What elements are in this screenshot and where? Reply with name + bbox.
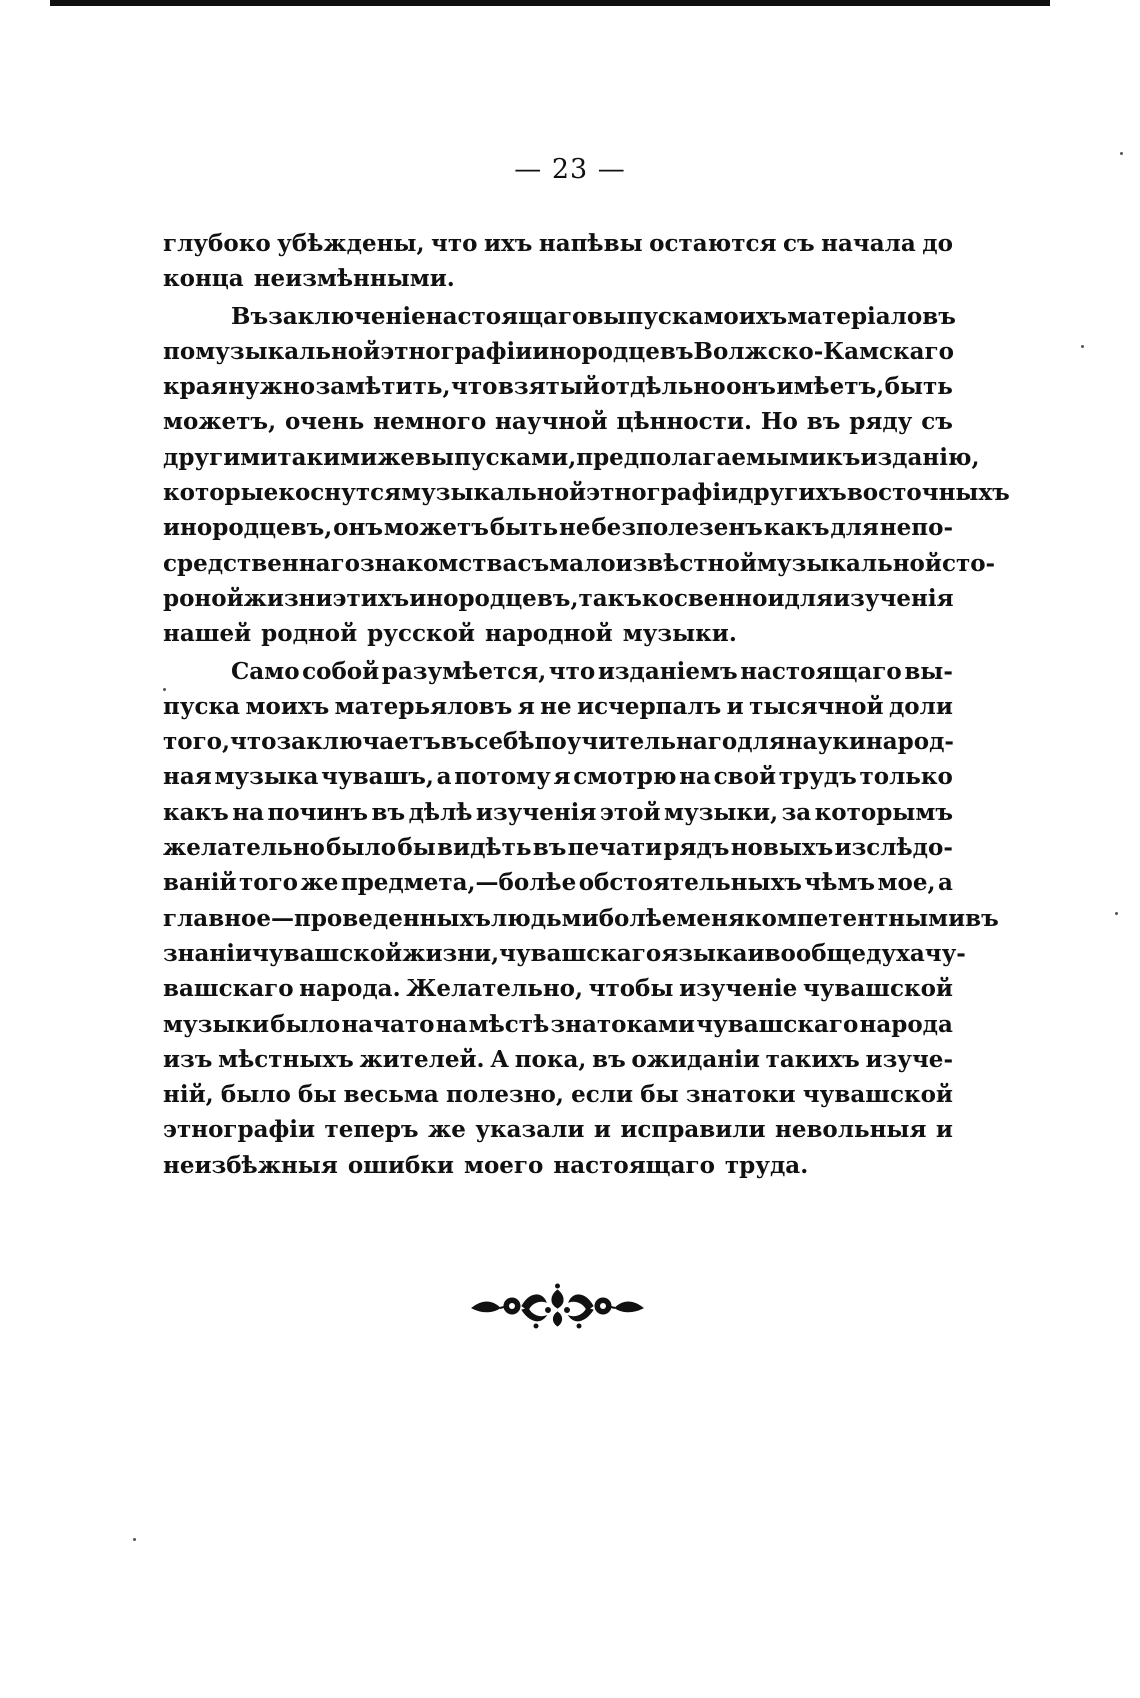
word: въ: [806, 408, 841, 436]
word: въ: [440, 728, 475, 756]
word: изъ: [163, 1045, 213, 1073]
word: въ: [371, 798, 406, 826]
paper-speck: [163, 688, 166, 691]
text-line: [163, 795, 953, 830]
word: этой: [599, 798, 661, 826]
word: языка: [661, 939, 748, 967]
word: только: [859, 763, 953, 791]
word: другихъ: [738, 479, 847, 507]
word: замѣтить,: [315, 373, 451, 401]
word: имѣетъ,: [776, 373, 885, 401]
body-text: [163, 226, 1010, 1183]
text-line: [163, 546, 996, 581]
word: потому: [454, 763, 551, 791]
word: болѣе: [598, 904, 677, 932]
word: я: [553, 763, 571, 791]
word: начала: [821, 230, 916, 257]
word: что: [431, 230, 478, 257]
text-line: [163, 440, 980, 475]
word: не: [540, 692, 572, 720]
word: Само: [231, 657, 300, 685]
word: этнографіи: [163, 1116, 316, 1144]
word: заключаетъ: [276, 728, 441, 756]
text-line: [163, 581, 953, 616]
word: изученія: [475, 798, 597, 826]
word: и: [935, 1116, 953, 1144]
word: новыхъ: [730, 834, 834, 862]
word: за: [781, 798, 812, 826]
word: взятый: [497, 373, 600, 401]
word: неизмѣнными.: [253, 265, 455, 293]
word: Желательно,: [406, 975, 584, 1003]
word: моихъ: [245, 692, 330, 720]
word: же: [377, 443, 416, 471]
word: полезно,: [446, 1081, 564, 1109]
word: труда.: [724, 1151, 809, 1179]
word: вы-: [904, 657, 953, 685]
word: собой: [302, 657, 380, 685]
word: можетъ: [383, 514, 489, 542]
word: выпуска: [587, 302, 704, 330]
word: такими: [277, 443, 378, 471]
word: было: [326, 834, 397, 862]
word: что: [450, 373, 498, 401]
page-number: — 23 —: [514, 154, 626, 185]
word: очень: [284, 408, 365, 436]
text-line: [163, 1007, 953, 1042]
word: невольныя: [774, 1116, 927, 1144]
word: этнографіи: [380, 337, 533, 365]
text-line: [163, 759, 953, 794]
word: знатоками: [550, 1010, 695, 1038]
word: ваній: [163, 869, 237, 897]
word: музыки,: [664, 798, 779, 826]
text-line: [163, 475, 1010, 510]
word: трудъ: [778, 763, 857, 791]
word: Но: [760, 408, 798, 436]
word: народа.: [299, 975, 401, 1003]
word: которымъ: [814, 798, 953, 826]
word: желательно: [163, 834, 325, 862]
word: инородцевъ,: [163, 514, 333, 542]
word: А: [490, 1045, 509, 1073]
word: инородцевъ: [532, 337, 694, 365]
word: знаніи: [163, 939, 253, 967]
word: конца: [163, 265, 244, 293]
word: по: [163, 337, 196, 365]
word: разумѣется,: [381, 657, 547, 685]
text-line: [163, 510, 953, 545]
word: сто-: [941, 549, 996, 577]
word: быть: [884, 373, 953, 401]
word: глубоко: [163, 230, 271, 257]
word: видѣть: [437, 834, 532, 862]
text-line: [163, 1077, 953, 1112]
word: чтобы: [588, 975, 674, 1003]
word: на: [435, 1010, 468, 1038]
word: въ: [532, 834, 567, 862]
word: мое,: [877, 869, 936, 897]
word: музыки: [163, 1010, 270, 1038]
word: предмета,—болѣе: [340, 869, 577, 897]
word: исправили: [620, 1116, 766, 1144]
word: а: [436, 763, 452, 791]
text-line: [163, 724, 953, 759]
word: дѣлѣ: [408, 798, 473, 826]
word: немного: [373, 408, 487, 436]
text-line: [163, 334, 953, 369]
word: на: [232, 798, 264, 826]
word: научной: [495, 408, 608, 436]
text-line: [163, 901, 999, 936]
word: пока,: [514, 1045, 587, 1073]
word: же: [300, 869, 339, 897]
floral-tailpiece-icon: [470, 1282, 645, 1332]
word: вообще: [764, 939, 867, 967]
word: людьми: [490, 904, 599, 932]
word: народа: [859, 1010, 953, 1038]
word: такихъ: [765, 1045, 860, 1073]
text-line: [163, 654, 953, 689]
word: изслѣдо-: [834, 834, 953, 862]
word: вашскаго: [163, 975, 294, 1003]
word: поучительнаго: [534, 728, 738, 756]
word: того,: [163, 728, 231, 756]
word: убѣждены,: [277, 230, 425, 257]
word: быть: [489, 514, 559, 542]
word: выпусками,: [415, 443, 577, 471]
word: предполагаемыми: [576, 443, 827, 471]
word: музыкальной: [756, 549, 942, 577]
word: ряду: [849, 408, 913, 436]
word: обстоятельныхъ: [578, 869, 802, 897]
text-line: [163, 865, 953, 900]
word: заключеніе: [268, 302, 426, 330]
word: настоящаго: [425, 302, 588, 330]
text-line: [163, 1112, 953, 1147]
word: напѣвы: [538, 230, 643, 257]
word: родной: [261, 620, 358, 648]
text-line: [163, 369, 953, 404]
word: себѣ: [474, 728, 535, 756]
word: жителей.: [359, 1045, 485, 1073]
word: меня: [676, 904, 745, 932]
word: моихъ: [703, 302, 788, 330]
word: такъ: [578, 584, 642, 612]
word: чувашской: [802, 1081, 953, 1109]
word: которые: [163, 479, 279, 507]
word: изданію,: [860, 443, 980, 471]
word: весьма: [343, 1081, 439, 1109]
text-line: [163, 936, 966, 971]
word: для: [737, 728, 786, 756]
word: съ: [782, 230, 815, 257]
word: и: [767, 584, 785, 612]
word: этихъ: [332, 584, 410, 612]
word: русской: [367, 620, 475, 648]
word: на: [679, 763, 711, 791]
word: можетъ,: [163, 408, 277, 436]
word: а: [938, 869, 953, 897]
word: и: [593, 1116, 611, 1144]
word: онъ: [333, 514, 383, 542]
word: науки: [785, 728, 866, 756]
word: восточныхъ: [846, 479, 1010, 507]
word: какъ: [163, 798, 229, 826]
word: чу-: [924, 939, 966, 967]
word: главное—проведенныхъ: [163, 904, 491, 932]
word: въ: [592, 1045, 626, 1073]
word: духа: [866, 939, 925, 967]
text-line: [163, 404, 953, 439]
word: бы: [397, 834, 436, 862]
word: цѣнности.: [616, 408, 752, 436]
word: тысячной: [749, 692, 884, 720]
word: что: [230, 728, 277, 756]
word: непо-: [879, 514, 953, 542]
word: настоящаго: [740, 657, 902, 685]
word: смотрю: [573, 763, 677, 791]
word: онъ: [726, 373, 776, 401]
word: бы: [640, 1081, 679, 1109]
word: коснутся: [278, 479, 402, 507]
word: для: [784, 584, 834, 612]
word: съ: [921, 408, 953, 436]
text-line: [163, 1042, 953, 1077]
word: того: [239, 869, 299, 897]
word: жизни: [243, 584, 333, 612]
word: края: [163, 373, 228, 401]
word: съ: [517, 549, 550, 577]
word: печати: [567, 834, 663, 862]
word: другими: [163, 443, 278, 471]
text-line: [163, 261, 953, 296]
word: знатоки: [685, 1081, 796, 1109]
word: отдѣльно: [600, 373, 726, 401]
word: починъ: [267, 798, 368, 826]
word: изученіе: [679, 975, 798, 1003]
word: музыкальной: [195, 337, 381, 365]
word: компетентными: [744, 904, 966, 932]
word: до: [922, 230, 953, 257]
word: мѣстныхъ: [218, 1045, 354, 1073]
paper-speck: [1081, 345, 1084, 348]
word: изученія: [833, 584, 954, 612]
word: роной: [163, 584, 244, 612]
word: Въ: [231, 302, 269, 330]
word: доли: [888, 692, 953, 720]
word: къ: [826, 443, 861, 471]
word: музыка: [214, 763, 319, 791]
word: чувашскаго: [696, 1010, 859, 1038]
word: инородцевъ,: [409, 584, 579, 612]
word: чувашскаго: [499, 939, 662, 967]
word: чѣмъ: [804, 869, 876, 897]
text-line: [163, 226, 953, 261]
word: было: [270, 1010, 341, 1038]
word: неизбѣжныя: [163, 1151, 338, 1179]
word: изданіемъ: [597, 657, 738, 685]
word: малоизвѣстной: [549, 549, 757, 577]
word: же: [428, 1116, 466, 1144]
paper-speck: [1120, 152, 1123, 155]
word: исчерпалъ: [577, 692, 722, 720]
word: если: [571, 1081, 634, 1109]
word: изуче-: [865, 1045, 953, 1073]
word: было: [220, 1081, 291, 1109]
word: Волжско-Камскаго: [693, 337, 954, 365]
word: средственнаго: [163, 549, 360, 577]
word: безполезенъ: [591, 514, 763, 542]
word: чувашъ,: [321, 763, 434, 791]
word: косвенно: [641, 584, 768, 612]
text-line: [163, 299, 956, 334]
word: не: [558, 514, 591, 542]
top-rule: [50, 0, 1050, 6]
word: жизни,: [402, 939, 500, 967]
word: въ: [965, 904, 999, 932]
word: нужно: [228, 373, 316, 401]
word: что: [548, 657, 596, 685]
word: пуска: [163, 692, 241, 720]
word: чувашской: [802, 975, 953, 1003]
text-line: [163, 689, 953, 724]
word: для: [830, 514, 879, 542]
word: народной: [484, 620, 613, 648]
word: я: [517, 692, 535, 720]
word: музыки.: [622, 620, 737, 648]
word: свой: [713, 763, 777, 791]
word: знакомства: [359, 549, 518, 577]
word: начато: [341, 1010, 435, 1038]
paper-speck: [1115, 912, 1118, 915]
word: теперъ: [324, 1116, 419, 1144]
word: указали: [475, 1116, 585, 1144]
paper-speck: [133, 1538, 136, 1541]
text-line: [163, 971, 953, 1006]
word: мѣстѣ: [468, 1010, 550, 1038]
word: чувашской: [252, 939, 403, 967]
word: народ-: [865, 728, 954, 756]
word: остаются: [649, 230, 777, 257]
word: ошибки: [347, 1151, 454, 1179]
word: музыкальной: [401, 479, 587, 507]
text-line: [163, 616, 953, 651]
word: ожиданіи: [631, 1045, 760, 1073]
word: бы: [298, 1081, 337, 1109]
word: настоящаго: [553, 1151, 715, 1179]
word: какъ: [763, 514, 830, 542]
word: матерьяловъ: [334, 692, 513, 720]
word: нашей: [163, 620, 252, 648]
text-line: [163, 1148, 953, 1183]
word: ихъ: [483, 230, 533, 257]
word: ній,: [163, 1081, 214, 1109]
word: и: [747, 939, 765, 967]
word: этнографіи: [586, 479, 739, 507]
text-line: [163, 830, 953, 865]
word: рядъ: [663, 834, 730, 862]
word: ная: [163, 763, 212, 791]
word: моего: [463, 1151, 544, 1179]
word: матеріаловъ: [787, 302, 956, 330]
word: и: [726, 692, 744, 720]
